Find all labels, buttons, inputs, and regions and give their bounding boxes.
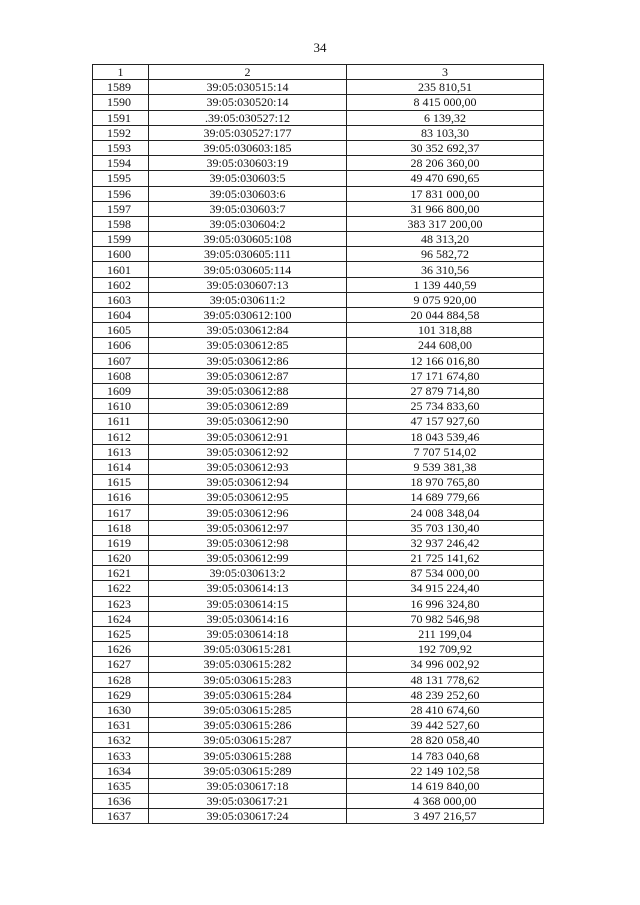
row-number-cell: 1621 <box>93 566 149 581</box>
table-body <box>93 80 544 824</box>
table-row <box>93 626 544 641</box>
table-row <box>93 702 544 717</box>
cadastral-value-cell: 14 619 840,00 <box>347 778 544 793</box>
cadastral-value-cell: 48 313,20 <box>347 232 544 247</box>
cadastral-number-cell: 39:05:030615:282 <box>149 657 347 672</box>
row-number-cell: 1613 <box>93 444 149 459</box>
cadastral-number-cell: 39:05:030615:283 <box>149 672 347 687</box>
column-header-number: 1 <box>93 65 149 80</box>
cadastral-number-cell: 39:05:030612:93 <box>149 459 347 474</box>
table-row <box>93 763 544 778</box>
table-row <box>93 490 544 505</box>
column-header-value: 3 <box>347 65 544 80</box>
cadastral-number-cell: 39:05:030617:21 <box>149 794 347 809</box>
cadastral-number-cell: 39:05:030612:90 <box>149 414 347 429</box>
table-row <box>93 444 544 459</box>
table-row <box>93 657 544 672</box>
cadastral-value-cell: 17 171 674,80 <box>347 368 544 383</box>
table-row <box>93 399 544 414</box>
table-row <box>93 110 544 125</box>
cadastral-value-cell: 17 831 000,00 <box>347 186 544 201</box>
row-number-cell: 1628 <box>93 672 149 687</box>
cadastral-value-cell: 9 075 920,00 <box>347 292 544 307</box>
table-row <box>93 733 544 748</box>
cadastral-number-cell: 39:05:030520:14 <box>149 95 347 110</box>
row-number-cell: 1627 <box>93 657 149 672</box>
cadastral-number-cell: 39:05:030603:5 <box>149 171 347 186</box>
table-row <box>93 171 544 186</box>
cadastral-number-cell: 39:05:030617:24 <box>149 809 347 824</box>
row-number-cell: 1610 <box>93 399 149 414</box>
row-number-cell: 1606 <box>93 338 149 353</box>
cadastral-number-cell: 39:05:030603:185 <box>149 140 347 155</box>
cadastral-number-cell: 39:05:030612:85 <box>149 338 347 353</box>
table-row <box>93 186 544 201</box>
table-row <box>93 429 544 444</box>
row-number-cell: 1636 <box>93 794 149 809</box>
table-row <box>93 475 544 490</box>
cadastral-value-cell: 96 582,72 <box>347 247 544 262</box>
table-row <box>93 140 544 155</box>
table-row <box>93 551 544 566</box>
row-number-cell: 1617 <box>93 505 149 520</box>
table-row <box>93 581 544 596</box>
row-number-cell: 1634 <box>93 763 149 778</box>
row-number-cell: 1624 <box>93 611 149 626</box>
table-row <box>93 292 544 307</box>
cadastral-value-cell: 3 497 216,57 <box>347 809 544 824</box>
cadastral-number-cell: 39:05:030614:16 <box>149 611 347 626</box>
table-row <box>93 353 544 368</box>
cadastral-number-cell: 39:05:030603:6 <box>149 186 347 201</box>
cadastral-number-cell: 39:05:030605:114 <box>149 262 347 277</box>
cadastral-number-cell: 39:05:030611:2 <box>149 292 347 307</box>
table-row <box>93 156 544 171</box>
table-header <box>93 65 544 80</box>
cadastral-value-cell: 35 703 130,40 <box>347 520 544 535</box>
table-row <box>93 262 544 277</box>
cadastral-number-cell: 39:05:030603:19 <box>149 156 347 171</box>
cadastral-value-cell: 28 206 360,00 <box>347 156 544 171</box>
cadastral-value-cell: 87 534 000,00 <box>347 566 544 581</box>
cadastral-number-cell: 39:05:030615:288 <box>149 748 347 763</box>
table-row <box>93 247 544 262</box>
header-row <box>93 65 544 80</box>
cadastral-number-cell: 39:05:030613:2 <box>149 566 347 581</box>
row-number-cell: 1631 <box>93 718 149 733</box>
row-number-cell: 1625 <box>93 626 149 641</box>
cadastral-value-cell: 24 008 348,04 <box>347 505 544 520</box>
row-number-cell: 1601 <box>93 262 149 277</box>
table-row <box>93 232 544 247</box>
cadastral-number-cell: 39:05:030615:286 <box>149 718 347 733</box>
cadastral-number-cell: 39:05:030612:92 <box>149 444 347 459</box>
table-row <box>93 611 544 626</box>
cadastral-value-cell: 47 157 927,60 <box>347 414 544 429</box>
table-row <box>93 718 544 733</box>
cadastral-value-cell: 8 415 000,00 <box>347 95 544 110</box>
row-number-cell: 1589 <box>93 80 149 95</box>
row-number-cell: 1598 <box>93 216 149 231</box>
table-row <box>93 748 544 763</box>
table-row <box>93 794 544 809</box>
row-number-cell: 1605 <box>93 323 149 338</box>
cadastral-number-cell: 39:05:030515:14 <box>149 80 347 95</box>
cadastral-value-cell: 101 318,88 <box>347 323 544 338</box>
cadastral-value-cell: 34 996 002,92 <box>347 657 544 672</box>
cadastral-value-cell: 34 915 224,40 <box>347 581 544 596</box>
cadastral-number-cell: 39:05:030612:84 <box>149 323 347 338</box>
cadastral-value-cell: 39 442 527,60 <box>347 718 544 733</box>
row-number-cell: 1609 <box>93 383 149 398</box>
cadastral-number-cell: 39:05:030612:94 <box>149 475 347 490</box>
cadastral-number-cell: 39:05:030617:18 <box>149 778 347 793</box>
row-number-cell: 1597 <box>93 201 149 216</box>
cadastral-value-cell: 49 470 690,65 <box>347 171 544 186</box>
cadastral-number-cell: 39:05:030612:86 <box>149 353 347 368</box>
cadastral-value-cell: 211 199,04 <box>347 626 544 641</box>
row-number-cell: 1604 <box>93 308 149 323</box>
cadastral-number-cell: 39:05:030614:13 <box>149 581 347 596</box>
row-number-cell: 1599 <box>93 232 149 247</box>
cadastral-value-cell: 27 879 714,80 <box>347 383 544 398</box>
row-number-cell: 1633 <box>93 748 149 763</box>
table-row <box>93 95 544 110</box>
row-number-cell: 1616 <box>93 490 149 505</box>
cadastral-value-cell: 4 368 000,00 <box>347 794 544 809</box>
row-number-cell: 1593 <box>93 140 149 155</box>
cadastral-value-cell: 48 131 778,62 <box>347 672 544 687</box>
cadastral-number-cell: 39:05:030605:108 <box>149 232 347 247</box>
cadastral-number-cell: 39:05:030612:97 <box>149 520 347 535</box>
cadastral-value-cell: 12 166 016,80 <box>347 353 544 368</box>
row-number-cell: 1622 <box>93 581 149 596</box>
cadastral-value-cell: 14 689 779,66 <box>347 490 544 505</box>
cadastral-number-cell: 39:05:030615:285 <box>149 702 347 717</box>
cadastral-number-cell: 39:05:030612:96 <box>149 505 347 520</box>
row-number-cell: 1630 <box>93 702 149 717</box>
cadastral-value-cell: 235 810,51 <box>347 80 544 95</box>
row-number-cell: 1629 <box>93 687 149 702</box>
row-number-cell: 1602 <box>93 277 149 292</box>
row-number-cell: 1596 <box>93 186 149 201</box>
row-number-cell: 1635 <box>93 778 149 793</box>
table-row <box>93 383 544 398</box>
cadastral-number-cell: 39:05:030604:2 <box>149 216 347 231</box>
cadastral-value-cell: 22 149 102,58 <box>347 763 544 778</box>
cadastral-number-cell: .39:05:030527:12 <box>149 110 347 125</box>
cadastral-value-cell: 6 139,32 <box>347 110 544 125</box>
row-number-cell: 1607 <box>93 353 149 368</box>
table-row <box>93 672 544 687</box>
column-header-cadastral-number: 2 <box>149 65 347 80</box>
row-number-cell: 1600 <box>93 247 149 262</box>
cadastral-number-cell: 39:05:030612:88 <box>149 383 347 398</box>
row-number-cell: 1632 <box>93 733 149 748</box>
cadastral-number-cell: 39:05:030615:289 <box>149 763 347 778</box>
table-row <box>93 368 544 383</box>
row-number-cell: 1620 <box>93 551 149 566</box>
cadastral-value-cell: 36 310,56 <box>347 262 544 277</box>
row-number-cell: 1637 <box>93 809 149 824</box>
cadastral-number-cell: 39:05:030615:281 <box>149 642 347 657</box>
cadastral-number-cell: 39:05:030614:15 <box>149 596 347 611</box>
cadastral-value-cell: 30 352 692,37 <box>347 140 544 155</box>
cadastral-value-cell: 28 820 058,40 <box>347 733 544 748</box>
row-number-cell: 1612 <box>93 429 149 444</box>
cadastral-number-cell: 39:05:030612:87 <box>149 368 347 383</box>
cadastral-number-cell: 39:05:030615:287 <box>149 733 347 748</box>
cadastral-value-cell: 83 103,30 <box>347 125 544 140</box>
table-row <box>93 216 544 231</box>
cadastral-value-cell: 18 970 765,80 <box>347 475 544 490</box>
table-row <box>93 566 544 581</box>
cadastral-number-cell: 39:05:030612:98 <box>149 535 347 550</box>
cadastral-value-cell: 7 707 514,02 <box>347 444 544 459</box>
row-number-cell: 1590 <box>93 95 149 110</box>
cadastral-value-cell: 21 725 141,62 <box>347 551 544 566</box>
row-number-cell: 1608 <box>93 368 149 383</box>
row-number-cell: 1591 <box>93 110 149 125</box>
cadastral-number-cell: 39:05:030612:95 <box>149 490 347 505</box>
table-row <box>93 687 544 702</box>
row-number-cell: 1618 <box>93 520 149 535</box>
table-row <box>93 809 544 824</box>
row-number-cell: 1615 <box>93 475 149 490</box>
cadastral-number-cell: 39:05:030527:177 <box>149 125 347 140</box>
table-row <box>93 308 544 323</box>
cadastral-value-cell: 31 966 800,00 <box>347 201 544 216</box>
cadastral-value-cell: 70 982 546,98 <box>347 611 544 626</box>
cadastral-value-cell: 28 410 674,60 <box>347 702 544 717</box>
cadastral-number-cell: 39:05:030605:111 <box>149 247 347 262</box>
cadastral-number-cell: 39:05:030603:7 <box>149 201 347 216</box>
table-row <box>93 323 544 338</box>
page-number: 34 <box>313 40 327 55</box>
table-row <box>93 277 544 292</box>
cadastral-value-cell: 25 734 833,60 <box>347 399 544 414</box>
table-row <box>93 125 544 140</box>
table-row <box>93 535 544 550</box>
table-row <box>93 642 544 657</box>
row-number-cell: 1595 <box>93 171 149 186</box>
table-row <box>93 80 544 95</box>
cadastral-number-cell: 39:05:030612:100 <box>149 308 347 323</box>
table-row <box>93 338 544 353</box>
row-number-cell: 1603 <box>93 292 149 307</box>
table-row <box>93 414 544 429</box>
row-number-cell: 1614 <box>93 459 149 474</box>
table-row <box>93 459 544 474</box>
cadastral-number-cell: 39:05:030614:18 <box>149 626 347 641</box>
table-row <box>93 520 544 535</box>
table-row <box>93 201 544 216</box>
table-row <box>93 505 544 520</box>
cadastral-value-cell: 244 608,00 <box>347 338 544 353</box>
cadastral-value-cell: 18 043 539,46 <box>347 429 544 444</box>
row-number-cell: 1594 <box>93 156 149 171</box>
cadastral-value-cell: 32 937 246,42 <box>347 535 544 550</box>
cadastral-value-cell: 14 783 040,68 <box>347 748 544 763</box>
cadastral-number-cell: 39:05:030612:91 <box>149 429 347 444</box>
cadastral-value-cell: 383 317 200,00 <box>347 216 544 231</box>
row-number-cell: 1626 <box>93 642 149 657</box>
cadastral-number-cell: 39:05:030612:89 <box>149 399 347 414</box>
cadastral-value-cell: 9 539 381,38 <box>347 459 544 474</box>
cadastral-number-cell: 39:05:030612:99 <box>149 551 347 566</box>
row-number-cell: 1592 <box>93 125 149 140</box>
cadastral-value-cell: 192 709,92 <box>347 642 544 657</box>
row-number-cell: 1623 <box>93 596 149 611</box>
cadastral-value-cell: 48 239 252,60 <box>347 687 544 702</box>
row-number-cell: 1611 <box>93 414 149 429</box>
table-row <box>93 596 544 611</box>
row-number-cell: 1619 <box>93 535 149 550</box>
cadastral-value-cell: 16 996 324,80 <box>347 596 544 611</box>
cadastral-value-cell: 20 044 884,58 <box>347 308 544 323</box>
cadastral-value-cell: 1 139 440,59 <box>347 277 544 292</box>
table-row <box>93 778 544 793</box>
cadastral-number-cell: 39:05:030607:13 <box>149 277 347 292</box>
cadastral-value-table <box>92 64 544 824</box>
cadastral-number-cell: 39:05:030615:284 <box>149 687 347 702</box>
